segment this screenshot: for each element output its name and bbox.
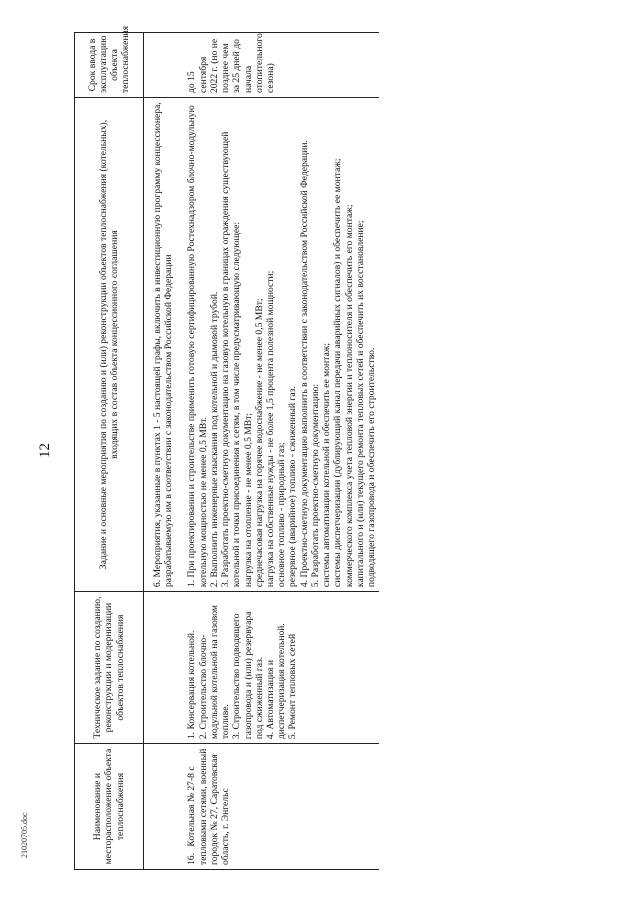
row-object-name: Котельная № 27-8 с тепловыми сетями, военный городок № 27, Саратовская область, г. Энгельс — [186, 748, 232, 865]
tech-item: 3. Строительство подводящего газопровода и (или) резервуара под сжиженный газ. — [231, 611, 265, 740]
task-item: системы диспетчеризации (дублирующий канал передачи аварийных сигналов) и обеспечить ее монтаж; — [332, 158, 344, 588]
row-number: 16. — [186, 853, 198, 865]
header-name: Наименование и месторасположение объекта теплоснабжения — [75, 744, 144, 870]
task-item: системы автоматизации котельной и обеспечить ее монтаж; — [321, 343, 333, 588]
row-term-cell: до 15 сентября 2022 г. (но не позднее чем за 25 дней до начала отопительного сезона) — [184, 33, 379, 98]
task-item: капитального и (или) текущего ремонта тепловых сетей и обеспечить их восстановление; — [354, 220, 366, 588]
tech-item: 4. Автоматизация и диспетчеризация котельной. — [264, 623, 288, 740]
header-term: Срок ввода в эксплуатацию объекта теплоснабжения — [75, 33, 144, 98]
task-item: подводящего газопровода и обеспечить его строительство. — [365, 347, 377, 588]
task-item: 2. Выполнить инженерные изыскания под котельной и дымовой трубой. — [208, 291, 220, 588]
task-item: резервное (аварийное) топливо - сжиженный газ. — [287, 386, 299, 588]
prev-row-tasks-tail: 6. Мероприятия, указанные в пунктах 1 - 5 настоящей графы, включить в инвестиционную программу концессионера, разрабатываемую им в соответствии с законодательством Российской Федерации — [144, 98, 185, 592]
row-name-cell — [184, 744, 379, 870]
table-row-16 — [184, 33, 379, 870]
tech-item: 2. Строительство блочно-модульной котельной на газовом топливе. — [197, 605, 232, 740]
document-id: 21020705.doc — [20, 812, 29, 858]
tech-item: 1. Консервация котельной. — [186, 630, 198, 740]
tech-item: 5. Ремонт тепловых сетей — [287, 633, 299, 740]
row-tasks-cell — [184, 98, 379, 592]
header-tech: Техническое задание по созданию, реконструкции и модернизации объектов теплоснабжения — [75, 592, 144, 744]
task-item: 4. Проектно-сметную документацию выполнить в соответствии с законодательством Российской Федерации. — [298, 140, 310, 588]
task-item: нагрузка на собственные нужды - не более 1,5 процента полезной мощности; — [264, 270, 276, 588]
rotated-table-container — [74, 25, 534, 870]
page-number: 12 — [37, 443, 53, 458]
task-item: коммерческого комплекса учета тепловой энергии и теплоносителя и обеспечить его монтаж; — [343, 204, 355, 588]
task-item: 5. Разработать проектно-сметную документацию: — [309, 383, 321, 588]
table-header-row — [75, 33, 144, 870]
row-tech-cell — [184, 592, 379, 744]
task-item: 3. Разработать проектно-сметную документацию на газовую котельную в границах ограждения существующей котельной и точки присоединения к сетям, в том числе предусматривающую следующее: — [220, 131, 243, 588]
task-item: основное топливо - природный газ; — [276, 442, 288, 588]
task-item: нагрузка на отопление - не менее 0,5 МВт; — [242, 412, 254, 588]
table-row-prev-tail — [144, 33, 185, 870]
task-item: среднечасовая нагрузка на горячее водоснабжение - не менее 0,5 МВт; — [253, 298, 265, 588]
concession-objects-table — [74, 25, 379, 870]
header-tasks: Задание и основные мероприятия по созданию и (или) реконструкции объектов теплоснабжения (котельных), входящих в состав объекта концессионного соглашения — [75, 98, 144, 592]
task-item: 1. При проектировании и строительстве применить готовую сертифицированную Ростехнадзором блочно-модульную котельную мощностью не менее 0,5 МВт. — [186, 105, 209, 588]
